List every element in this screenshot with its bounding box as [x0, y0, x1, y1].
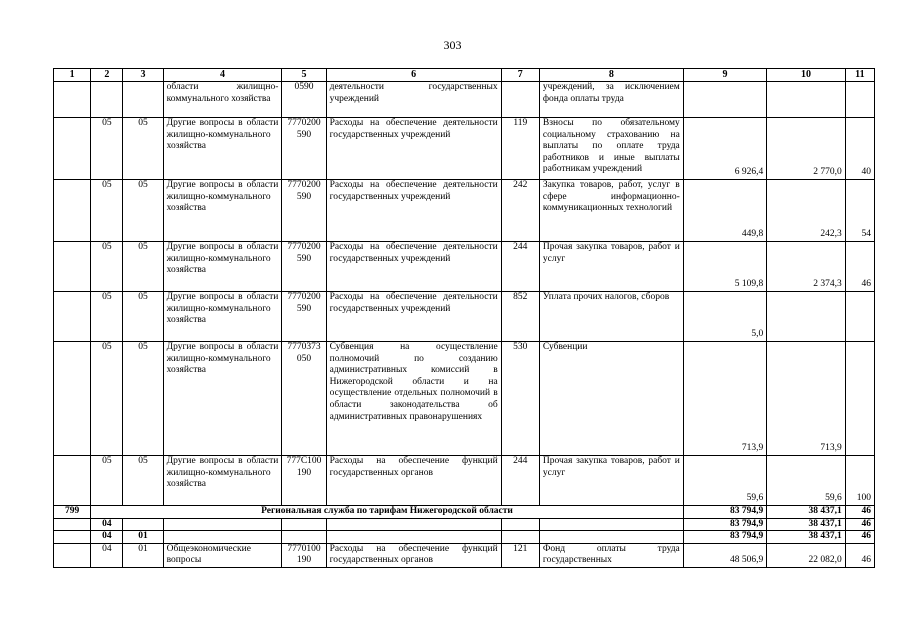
- cell-c1: [54, 292, 91, 342]
- cell-c1: [54, 242, 91, 292]
- cell-c3: 05: [123, 292, 163, 342]
- cell-c10: [767, 82, 845, 118]
- cell-c10: 38 437,1: [767, 518, 845, 531]
- table-row: [54, 518, 875, 531]
- cell-c3: 05: [123, 242, 163, 292]
- cell-c10: 22 082,0: [767, 543, 845, 567]
- col-header: 10: [767, 69, 845, 82]
- cell-c6: Субвенция на осуществление полномочий по созданию административных комиссий в Нижегородской области и на осуществление отдельных полномочий в области законодательства об административных правонарушениях: [326, 342, 501, 456]
- cell-c7: 244: [501, 242, 539, 292]
- cell-c3: 05: [123, 180, 163, 242]
- cell-c3: 01: [123, 531, 163, 544]
- cell-title: Региональная служба по тарифам Нижегородской области: [91, 506, 684, 519]
- cell-c5: 0590: [282, 82, 326, 118]
- cell-c10: 38 437,1: [767, 531, 845, 544]
- cell-c8: Уплата прочих налогов, сборов: [539, 292, 683, 342]
- cell-c6: Расходы на обеспечение функций государственных органов: [326, 456, 501, 506]
- cell-c6: [326, 531, 501, 544]
- cell-c4: [163, 531, 282, 544]
- cell-c7: [501, 518, 539, 531]
- cell-c11: 46: [845, 242, 874, 292]
- cell-c10: 713,9: [767, 342, 845, 456]
- cell-c7: 852: [501, 292, 539, 342]
- table-row: [54, 543, 875, 567]
- cell-c2: 05: [91, 292, 123, 342]
- table-row: [54, 506, 875, 519]
- cell-c4: области жилищно-коммунального хозяйства: [163, 82, 282, 118]
- cell-c5: 7770100190: [282, 543, 326, 567]
- cell-c10: [767, 292, 845, 342]
- cell-c4: Другие вопросы в области жилищно-коммунального хозяйства: [163, 456, 282, 506]
- cell-c3: 01: [123, 543, 163, 567]
- cell-c10: 2 374,3: [767, 242, 845, 292]
- cell-c7: 242: [501, 180, 539, 242]
- cell-c9: [683, 82, 767, 118]
- cell-c2: 05: [91, 118, 123, 180]
- col-header: 4: [163, 69, 282, 82]
- cell-c6: Расходы на обеспечение деятельности государственных учреждений: [326, 180, 501, 242]
- cell-c8: [539, 531, 683, 544]
- cell-c9: 6 926,4: [683, 118, 767, 180]
- cell-c11: 46: [845, 506, 874, 519]
- cell-c11: 46: [845, 518, 874, 531]
- cell-c11: [845, 82, 874, 118]
- cell-c3: [123, 518, 163, 531]
- cell-c9: 713,9: [683, 342, 767, 456]
- col-header: 11: [845, 69, 874, 82]
- cell-c2: 04: [91, 543, 123, 567]
- cell-c2: 05: [91, 180, 123, 242]
- cell-c1: [54, 518, 91, 531]
- col-header: 8: [539, 69, 683, 82]
- cell-c8: Субвенции: [539, 342, 683, 456]
- cell-c2: 05: [91, 342, 123, 456]
- cell-c1: [54, 456, 91, 506]
- table-row: [54, 242, 875, 292]
- cell-c11: [845, 342, 874, 456]
- cell-c4: Другие вопросы в области жилищно-коммунального хозяйства: [163, 118, 282, 180]
- cell-c6: Расходы на обеспечение деятельности государственных учреждений: [326, 292, 501, 342]
- col-header: 6: [326, 69, 501, 82]
- table-row: [54, 82, 875, 118]
- cell-c11: 100: [845, 456, 874, 506]
- cell-c8: учреждений, за исключением фонда оплаты труда: [539, 82, 683, 118]
- cell-c7: [501, 82, 539, 118]
- cell-c5: 7770200590: [282, 292, 326, 342]
- cell-c4: [163, 518, 282, 531]
- cell-c2: 05: [91, 242, 123, 292]
- header-row: [54, 69, 875, 82]
- cell-c10: 2 770,0: [767, 118, 845, 180]
- budget-table: [53, 68, 875, 568]
- cell-c11: 40: [845, 118, 874, 180]
- cell-c3: 05: [123, 342, 163, 456]
- cell-c2: 05: [91, 456, 123, 506]
- cell-c5: 7770200590: [282, 118, 326, 180]
- cell-c7: 244: [501, 456, 539, 506]
- cell-c2: 04: [91, 518, 123, 531]
- cell-c1: [54, 543, 91, 567]
- cell-c4: Общеэкономические вопросы: [163, 543, 282, 567]
- cell-c11: [845, 292, 874, 342]
- col-header: 5: [282, 69, 326, 82]
- cell-c8: Взносы по обязательному социальному страхованию на выплаты по оплате труда работников и иные выплаты работникам учреждений: [539, 118, 683, 180]
- cell-c7: [501, 531, 539, 544]
- cell-c5: 7770373050: [282, 342, 326, 456]
- cell-c1: 799: [54, 506, 91, 519]
- table-row: [54, 180, 875, 242]
- cell-c4: Другие вопросы в области жилищно-коммунального хозяйства: [163, 242, 282, 292]
- cell-c8: [539, 518, 683, 531]
- cell-c9: 83 794,9: [683, 518, 767, 531]
- cell-c10: 59,6: [767, 456, 845, 506]
- cell-c10: 242,3: [767, 180, 845, 242]
- col-header: 3: [123, 69, 163, 82]
- cell-c7: 119: [501, 118, 539, 180]
- cell-c1: [54, 342, 91, 456]
- cell-c1: [54, 531, 91, 544]
- cell-c7: 530: [501, 342, 539, 456]
- cell-c6: Расходы на обеспечение деятельности государственных учреждений: [326, 118, 501, 180]
- cell-c6: [326, 518, 501, 531]
- cell-c9: 83 794,9: [683, 506, 767, 519]
- cell-c5: [282, 518, 326, 531]
- cell-c4: Другие вопросы в области жилищно-коммунального хозяйства: [163, 292, 282, 342]
- cell-c9: 449,8: [683, 180, 767, 242]
- cell-c6: деятельности государственных учреждений: [326, 82, 501, 118]
- cell-c2: 04: [91, 531, 123, 544]
- cell-c9: 59,6: [683, 456, 767, 506]
- cell-c7: 121: [501, 543, 539, 567]
- cell-c10: 38 437,1: [767, 506, 845, 519]
- cell-c11: 46: [845, 543, 874, 567]
- cell-c5: 777C100190: [282, 456, 326, 506]
- cell-c6: Расходы на обеспечение функций государственных органов: [326, 543, 501, 567]
- cell-c11: 46: [845, 531, 874, 544]
- cell-c8: Фонд оплаты труда государственных: [539, 543, 683, 567]
- cell-c8: Закупка товаров, работ, услуг в сфере информационно-коммуникационных технологий: [539, 180, 683, 242]
- cell-c11: 54: [845, 180, 874, 242]
- col-header: 7: [501, 69, 539, 82]
- cell-c3: 05: [123, 118, 163, 180]
- cell-c3: 05: [123, 456, 163, 506]
- page-number: 303: [443, 38, 462, 52]
- cell-c8: Прочая закупка товаров, работ и услуг: [539, 456, 683, 506]
- cell-c5: 7770200590: [282, 180, 326, 242]
- cell-c6: Расходы на обеспечение деятельности государственных учреждений: [326, 242, 501, 292]
- cell-c1: [54, 118, 91, 180]
- cell-c9: 5 109,8: [683, 242, 767, 292]
- cell-c9: 48 506,9: [683, 543, 767, 567]
- table-row: [54, 342, 875, 456]
- table-row: [54, 531, 875, 544]
- col-header: 2: [91, 69, 123, 82]
- cell-c1: [54, 180, 91, 242]
- table-row: [54, 118, 875, 180]
- cell-c9: 83 794,9: [683, 531, 767, 544]
- cell-c5: 7770200590: [282, 242, 326, 292]
- cell-c3: [123, 82, 163, 118]
- cell-c9: 5,0: [683, 292, 767, 342]
- table-row: [54, 292, 875, 342]
- cell-c5: [282, 531, 326, 544]
- cell-c8: Прочая закупка товаров, работ и услуг: [539, 242, 683, 292]
- col-header: 9: [683, 69, 767, 82]
- cell-c1: [54, 82, 91, 118]
- cell-c2: [91, 82, 123, 118]
- table-row: [54, 456, 875, 506]
- cell-c4: Другие вопросы в области жилищно-коммунального хозяйства: [163, 180, 282, 242]
- col-header: 1: [54, 69, 91, 82]
- cell-c4: Другие вопросы в области жилищно-коммунального хозяйства: [163, 342, 282, 456]
